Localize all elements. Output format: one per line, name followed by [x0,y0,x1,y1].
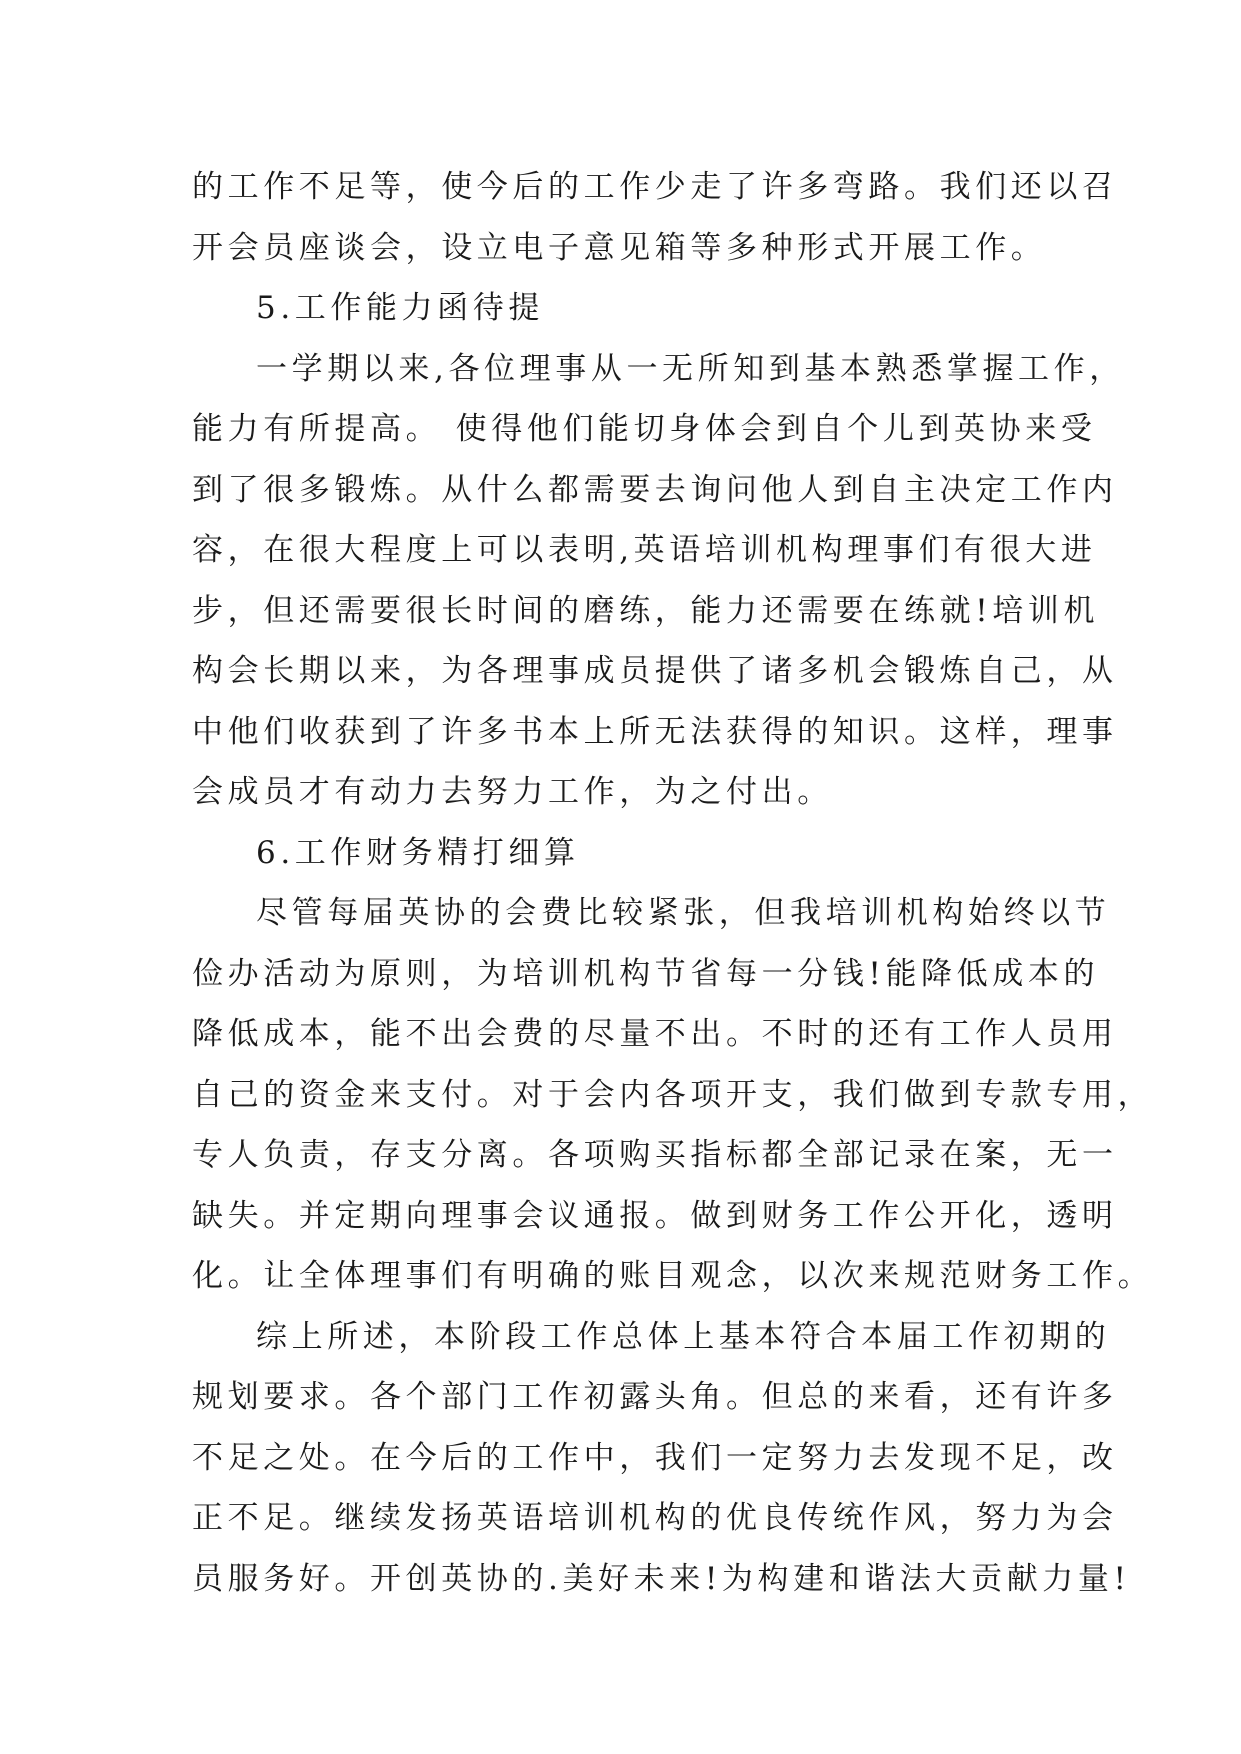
text-line: 尽管每届英协的会费比较紧张，但我培训机构始终以节 [256,895,1111,931]
text-line: 的工作不足等，使今后的工作少走了许多弯路。我们还以召 [192,169,1118,205]
text-line: 缺失。并定期向理事会议通报。做到财务工作公开化，透明 [192,1197,1118,1234]
text-line: 正不足。继续发扬英语培训机构的优良传统作风，努力为会 [192,1500,1118,1536]
text-line: 会成员才有动力去努力工作，为之付出。 [192,774,833,810]
section-heading: 5.工作能力函待提 [256,290,544,326]
text-line: 容，在很大程度上可以表明,英语培训机构理事们有很大进 [192,532,1097,568]
text-line: 自己的资金来支付。对于会内各项开支，我们做到专款专用， [192,1076,1154,1113]
text-line: 开会员座谈会，设立电子意见箱等多种形式开展工作。 [192,229,1047,266]
text-line: 能力有所提高。 使得他们能切身体会到自个儿到英协来受 [192,411,1097,447]
text-line: 到了很多锻炼。从什么都需要去询问他人到自主决定工作内 [192,471,1118,508]
text-line: 步，但还需要很长时间的磨练，能力还需要在练就!培训机 [192,592,1100,629]
text-line: 专人负责，存支分离。各项购买指标都全部记录在案，无一 [192,1137,1118,1173]
text-line: 不足之处。在今后的工作中，我们一定努力去发现不足，改 [192,1439,1118,1476]
section-heading: 6.工作财务精打细算 [256,834,580,871]
text-line: 俭办活动为原则，为培训机构节省每一分钱!能降低成本的 [192,955,1100,992]
text-line: 员服务好。开创英协的.美好未来!为构建和谐法大贡献力量! [192,1560,1131,1597]
body-text [192,157,1154,1609]
text-line: 化。让全体理事们有明确的账目观念，以次来规范财务工作。 [192,1258,1154,1294]
text-line: 中他们收获到了许多书本上所无法获得的知识。这样，理事 [192,713,1118,750]
text-line: 降低成本，能不出会费的尽量不出。不时的还有工作人员用 [192,1016,1118,1052]
text-line: 综上所述，本阶段工作总体上基本符合本届工作初期的 [256,1318,1111,1355]
text-line: 一学期以来,各位理事从一无所知到基本熟悉掌握工作， [256,350,1125,387]
text-line: 构会长期以来，为各理事成员提供了诸多机会锻炼自己，从 [192,653,1118,689]
text-line: 规划要求。各个部门工作初露头角。但总的来看，还有许多 [192,1379,1118,1415]
